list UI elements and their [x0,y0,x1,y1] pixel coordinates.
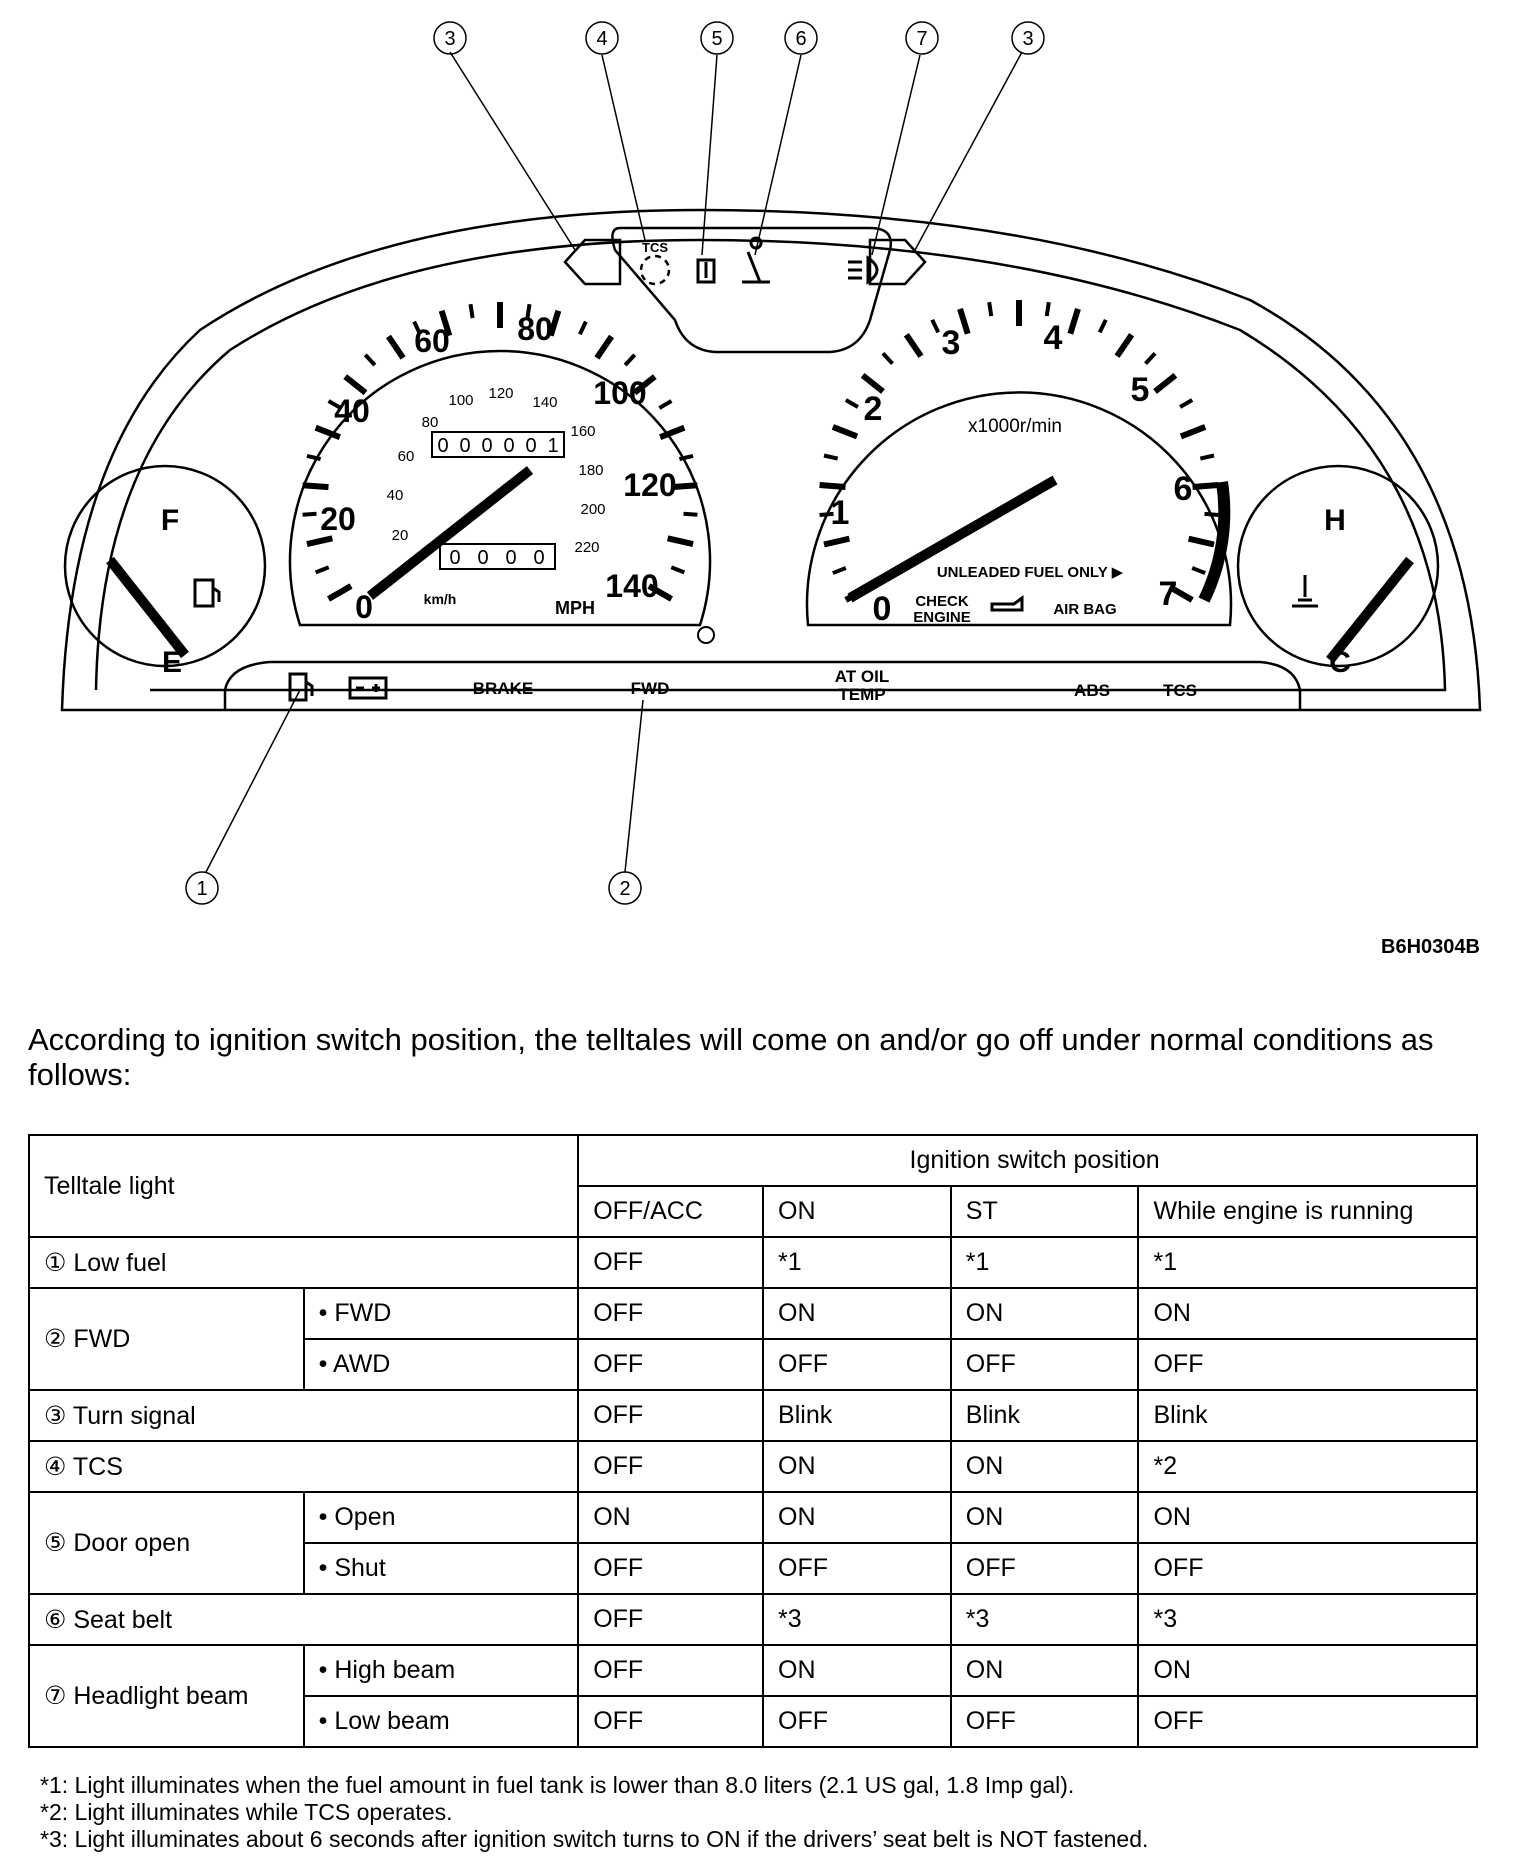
rpm-tick-6: 6 [1173,470,1193,508]
rpm-tick-3: 3 [941,324,961,362]
diagram-labels [161,28,1351,900]
airbag-label: AIR BAG [1053,601,1117,618]
cell-value: *2 [1138,1441,1477,1492]
cell-value: OFF [951,1543,1139,1594]
cell-value: OFF [578,1339,763,1390]
cell-value: ON [1138,1492,1477,1543]
kmh-tick-60: 60 [397,448,415,465]
header-ignition-position: Ignition switch position [578,1135,1477,1186]
cell-value: OFF [578,1696,763,1747]
tachometer-tick-mark [824,539,849,545]
cell-value: OFF [951,1696,1139,1747]
tachometer-tick-mark [1193,485,1219,487]
row-label: ② FWD [29,1288,304,1390]
callout-2: 2 [619,878,631,900]
unit-kmh: km/h [423,591,457,607]
cell-value: OFF [578,1645,763,1696]
row-sublabel: • High beam [304,1645,579,1696]
cell-value: Blink [1138,1390,1477,1441]
fuel-full-label: F [160,504,180,537]
tachometer-tick-mark [833,568,846,573]
cell-value: OFF [578,1237,763,1288]
cell-value: ON [763,1288,951,1339]
cell-value: OFF [578,1288,763,1339]
tachometer-tick-mark [906,335,921,356]
tachometer-tick-mark [932,320,938,333]
speedometer-tick-mark [345,377,365,393]
mph-tick-60: 60 [414,323,450,359]
cell-value: OFF [1138,1339,1477,1390]
tachometer-tick-mark [1070,309,1078,334]
callout-7: 7 [916,28,928,50]
intro-text: According to ignition switch position, the telltales will come on and/or go off under normal conditions as follows: [28,1022,1434,1092]
table-row [29,1288,1477,1339]
abs-label: ABS [1074,681,1110,700]
tachometer-tick-mark [1204,514,1218,515]
callout-leaders [206,52,1022,872]
tachometer-tick-mark [846,400,858,407]
table-row [29,1492,1477,1543]
kmh-tick-220: 220 [574,539,600,556]
cell-value: ON [951,1645,1139,1696]
cell-value: ON [763,1492,951,1543]
kmh-tick-20: 20 [391,527,409,544]
fuel-gauge [65,466,265,666]
temp-hot-label: H [1324,504,1346,537]
temp-cold-label: C [1329,646,1351,679]
speedometer-tick-mark [597,336,612,357]
speedometer-tick-mark [580,322,586,335]
tachometer-tick-mark [1155,375,1175,391]
cell-value: OFF [578,1543,763,1594]
rpm-tick-5: 5 [1130,371,1150,409]
tripmeter-digit-3: 0 [505,547,517,569]
cell-value: *3 [951,1594,1139,1645]
tachometer-tick-mark [1047,302,1049,316]
cell-value: Blink [763,1390,951,1441]
cell-value: ON [951,1441,1139,1492]
callout-4: 4 [596,28,608,50]
odometer-digit-1: 0 [437,435,449,457]
speedometer-tick-mark [659,401,671,408]
tachometer-tick-mark [1192,568,1205,573]
tcs-bottom-label: TCS [1163,681,1197,700]
kmh-tick-200: 200 [580,501,606,518]
cell-value: OFF [578,1390,763,1441]
tachometer-tick-mark [1200,455,1214,458]
odometer-digit-6: 1 [547,435,559,457]
kmh-tick-40: 40 [386,487,404,504]
door-open-icon [698,260,714,282]
low-fuel-icon [290,674,312,700]
row-sublabel: • AWD [304,1339,579,1390]
speedometer-tick-mark [671,567,684,572]
cell-value: ON [578,1492,763,1543]
odometer-digit-2: 0 [459,435,471,457]
header-off-acc: OFF/ACC [578,1186,763,1237]
tripmeter-digit-2: 0 [477,547,489,569]
mph-tick-120: 120 [623,467,677,503]
cell-value: ON [763,1645,951,1696]
footnote-1: *1: Light illuminates when the fuel amount in fuel tank is lower than 8.0 liters (2.1 US gal, 1.8 Imp gal). [40,1772,1075,1798]
cell-value: *1 [1138,1237,1477,1288]
header-engine-running: While engine is running [1138,1186,1477,1237]
unit-mph: MPH [555,598,595,618]
fwd-label: FWD [630,679,670,698]
cell-value: OFF [763,1339,951,1390]
row-label: ④ TCS [29,1441,578,1492]
tachometer-tick-mark [1146,353,1156,363]
brake-label: BRAKE [472,679,534,698]
mph-tick-20: 20 [320,501,356,537]
tachometer-tick-mark [1100,320,1106,333]
row-label: ⑤ Door open [29,1492,304,1594]
speedometer-tick-mark [668,538,693,544]
tachometer-tick-mark [960,309,968,334]
footnote-2: *2: Light illuminates while TCS operates. [40,1799,453,1825]
cell-value: ON [1138,1288,1477,1339]
kmh-tick-80: 80 [421,414,439,431]
tachometer-tick-mark [989,302,991,316]
odometer-digit-3: 0 [481,435,493,457]
kmh-tick-120: 120 [488,385,514,402]
unleaded-fuel-note: UNLEADED FUEL ONLY ▶ [936,564,1124,581]
cell-value: *1 [951,1237,1139,1288]
row-label: ⑥ Seat belt [29,1594,578,1645]
tcs-icon [641,256,669,284]
table-row [29,1645,1477,1696]
speedometer-tick-mark [365,355,375,365]
header-telltale: Telltale light [29,1135,578,1237]
speedometer-tick-mark [329,586,352,599]
cell-value: *1 [763,1237,951,1288]
mph-tick-100: 100 [593,375,647,411]
tcs-top-label: TCS [642,240,668,255]
mph-tick-40: 40 [334,393,370,429]
kmh-tick-180: 180 [578,462,604,479]
telltale-table [28,1134,1478,1748]
at-oil-temp-line1: AT OIL [834,667,890,686]
speedometer-tick-mark [625,355,635,365]
coolant-temp-icon [1292,575,1318,606]
cell-value: *3 [763,1594,951,1645]
battery-icon [350,678,386,698]
speedometer-tick-mark [388,336,403,357]
oil-can-icon [992,598,1022,610]
table-row [29,1441,1477,1492]
odometer-digit-5: 0 [525,435,537,457]
headlight-icon [848,258,877,282]
tachometer-tick-mark [1180,400,1192,407]
tachometer-tick-mark [1117,335,1132,356]
check-engine-line2: ENGINE [913,609,971,626]
cell-value: OFF [1138,1543,1477,1594]
cell-value: OFF [578,1441,763,1492]
speedometer-tick-mark [316,567,329,572]
tachometer-tick-mark [1181,427,1205,436]
table-row [29,1390,1477,1441]
cell-value: OFF [763,1543,951,1594]
cell-value: OFF [951,1339,1139,1390]
tachometer-ticks [820,300,1219,600]
mph-tick-80: 80 [517,311,553,347]
table-row [29,1594,1477,1645]
rpm-unit: x1000r/min [968,416,1062,437]
speedometer-tick-mark [303,485,329,487]
table-header-row [29,1135,1477,1186]
rpm-tick-4: 4 [1043,319,1063,357]
cell-value: OFF [1138,1696,1477,1747]
callout-3-right: 3 [1022,28,1034,50]
footnote-3: *3: Light illuminates about 6 seconds after ignition switch turns to ON if the drivers’ seat belt is NOT fastened. [40,1826,1149,1852]
row-label: ⑦ Headlight beam [29,1645,304,1747]
speedometer-tick-mark [303,514,317,515]
kmh-tick-100: 100 [448,392,474,409]
callout-5: 5 [711,28,723,50]
callout-3-left: 3 [444,28,456,50]
row-sublabel: • Low beam [304,1696,579,1747]
seat-belt-icon [742,238,770,282]
row-sublabel: • FWD [304,1288,579,1339]
figure-code: B6H0304B [1381,936,1480,958]
row-label: ③ Turn signal [29,1390,578,1441]
row-label: ① Low fuel [29,1237,578,1288]
kmh-tick-160: 160 [570,423,596,440]
cell-value: ON [951,1492,1139,1543]
fuel-empty-label: E [161,646,183,679]
rpm-tick-1: 1 [830,494,850,532]
callout-6: 6 [795,28,807,50]
rpm-tick-2: 2 [863,390,883,428]
cell-value: Blink [951,1390,1139,1441]
tripmeter-digit-4: 0 [533,547,545,569]
odometer-digit-4: 0 [503,435,515,457]
fuel-pump-icon [195,580,219,606]
tripmeter-digit-1: 0 [449,547,461,569]
rpm-tick-7: 7 [1158,575,1178,613]
tachometer-tick-mark [833,427,857,436]
footnotes [40,1772,1490,1853]
fuel-gauge-needle [110,560,185,655]
speedometer-ticks [303,302,698,599]
header-on: ON [763,1186,951,1237]
cell-value: ON [951,1288,1139,1339]
kmh-tick-140: 140 [532,394,558,411]
check-engine-line1: CHECK [915,593,969,610]
cell-value: *3 [1138,1594,1477,1645]
tachometer-tick-mark [883,353,893,363]
at-oil-temp-line2: TEMP [838,685,886,704]
cell-value: OFF [578,1594,763,1645]
rpm-tick-0: 0 [872,590,892,628]
cell-value: ON [1138,1645,1477,1696]
tachometer-tick-mark [1189,539,1214,545]
mph-tick-140: 140 [605,568,659,604]
speedometer-tick-mark [683,514,697,515]
mph-tick-0: 0 [355,589,373,625]
callout-1: 1 [196,878,208,900]
header-st: ST [951,1186,1139,1237]
speedometer-tick-mark [470,304,472,318]
row-sublabel: • Shut [304,1543,579,1594]
row-sublabel: • Open [304,1492,579,1543]
table-row [29,1237,1477,1288]
tachometer-tick-mark [820,485,846,487]
tachometer-tick-mark [824,455,838,458]
cell-value: ON [763,1441,951,1492]
reset-knob[interactable] [698,627,714,643]
speedometer-tick-mark [307,538,332,544]
temp-gauge [1238,466,1438,666]
cell-value: OFF [763,1696,951,1747]
odometer-window [432,432,564,457]
